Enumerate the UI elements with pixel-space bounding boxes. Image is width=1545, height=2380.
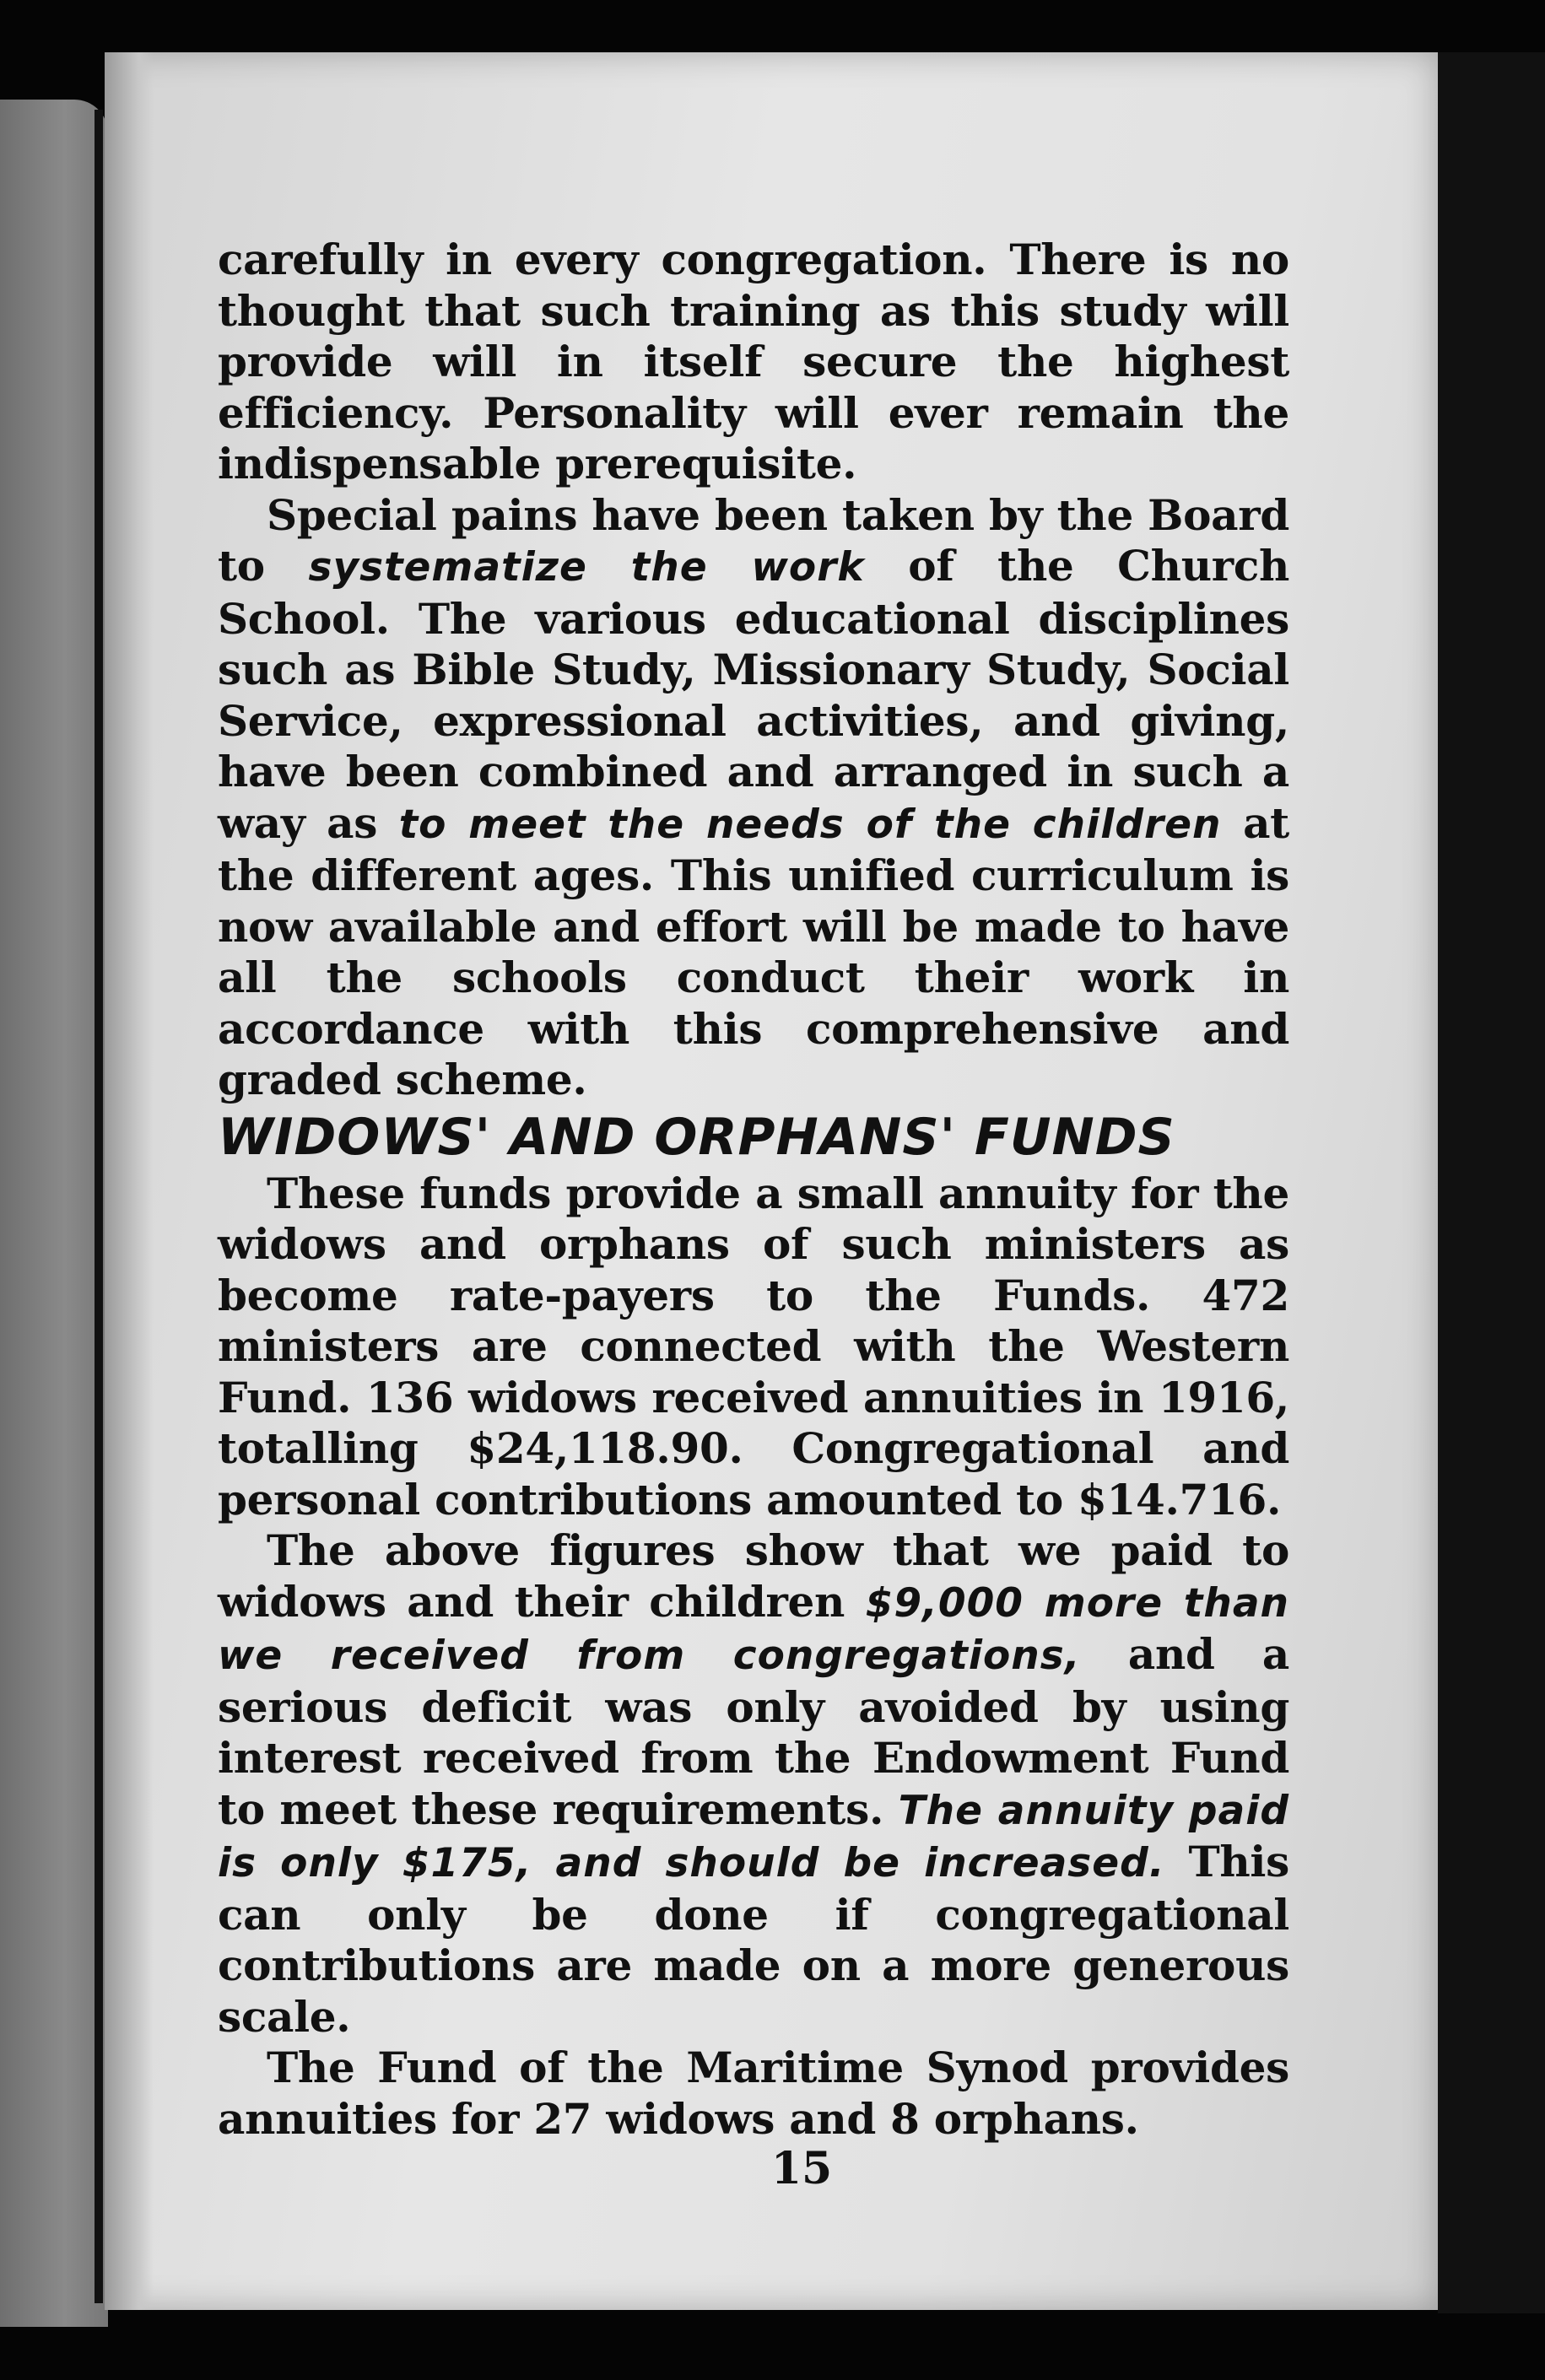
paragraph-church-school: Special pains have been taken by the Board to systematize the work of the Church School. The various educational disciplines such as Bible Study, Missionary Study, Social Service, expressional activities, and giving, have been combined and arranged in such a way as to meet the needs of the children at the different ages. This unified curriculum is now available and effort will be made to have all the schools conduct their work in accordance with this comprehensive and graded scheme. (218, 489, 1290, 1104)
page-body-text (218, 235, 1289, 2145)
paragraph-funds: These funds provide a small annuity for the widows and orphans of such ministers as become rate-payers to the Funds. 472 ministers are connected with the Western Fund. 136 widows received annuities in 1916, totalling $24,118.90. Congregational and personal contributions amounted to $14.716. (218, 1168, 1289, 1525)
emphasis-9000-more: $9,000 more than we received from congregations, (218, 1579, 1290, 1679)
emphasis-needs-of-children: to meet the needs of the children (398, 801, 1222, 848)
paragraph-deficit: The above figures show that we paid to widows and their children $9,000 more than we received from congregations, and a serious deficit was only avoided by using interest received from the Endowment Fund to meet these requirements. The annuity paid is only $175, and should be increased. This can only be done if congregational contributions are made on a more generous scale. (218, 1525, 1290, 2042)
emphasis-annuity-175: The annuity paid is only $175, and should be increased. (218, 1787, 1290, 1886)
facing-page-edge (0, 100, 108, 2327)
scan-border (1438, 52, 1545, 2313)
paragraph-continuation: carefully in every congregation. There is no thought that such training as this study will provide will in itself secure the highest efficiency. Personality will ever remain the indispensable prerequisite. (218, 235, 1289, 488)
paragraph-maritime-synod: The Fund of the Maritime Synod provides annuities for 27 widows and 8 orphans. (218, 2043, 1289, 2144)
emphasis-systematize: systematize the work (308, 544, 865, 591)
book-gutter (95, 110, 103, 2303)
page-shadow (105, 52, 154, 2310)
page-number: 15 (770, 2143, 833, 2194)
section-heading: WIDOWS' AND ORPHANS' FUNDS (218, 1107, 1175, 1167)
